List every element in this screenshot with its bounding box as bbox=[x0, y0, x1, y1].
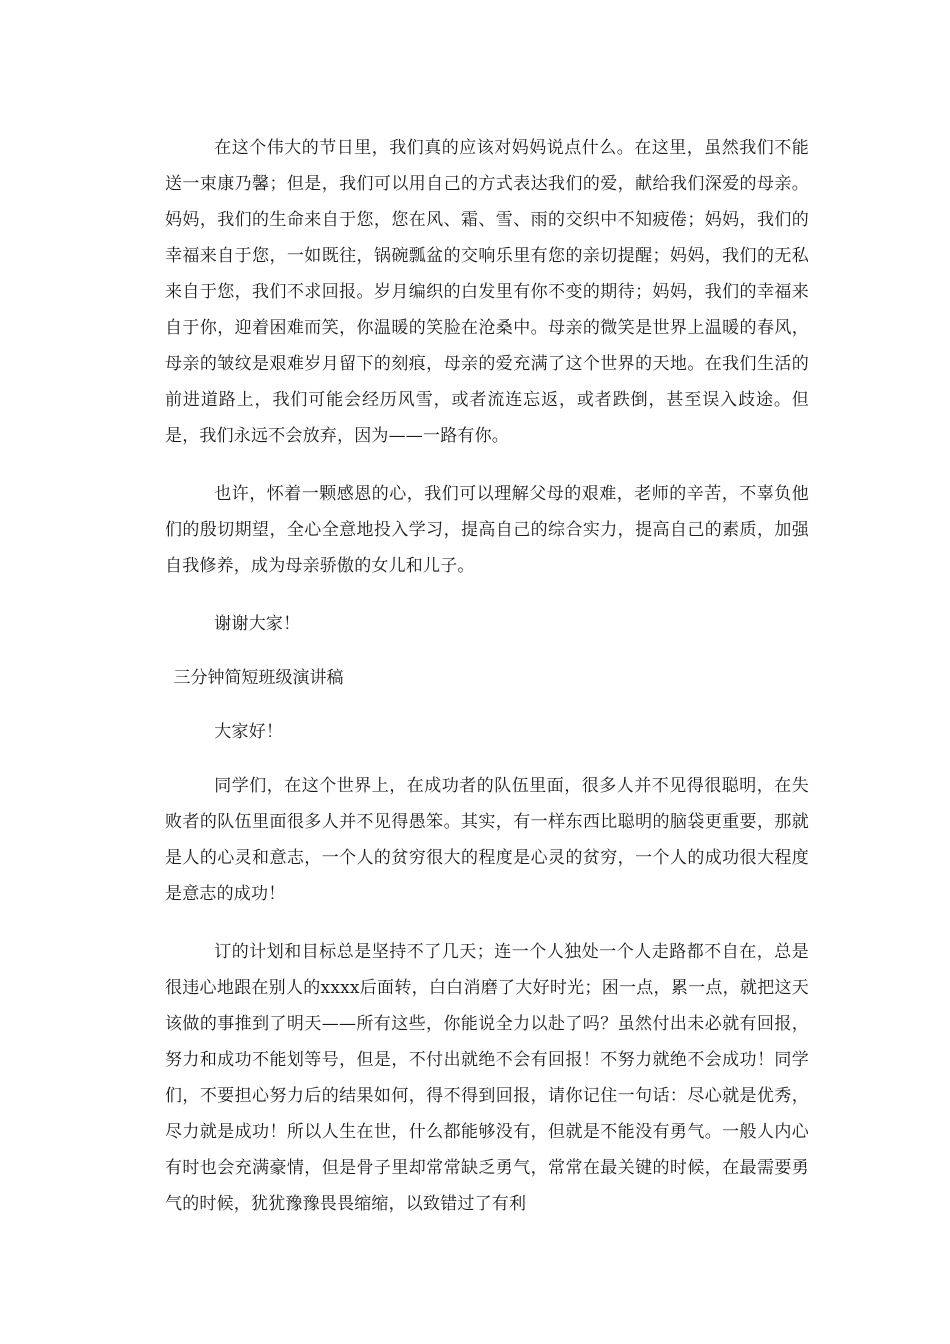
paragraph-success: 同学们，在这个世界上，在成功者的队伍里面，很多人并不见得很聪明，在失败者的队伍里面很多人并不见得愚笨。其实，有一样东西比聪明的脑袋更重要，那就是人的心灵和意志，一个人的贫穷很大的程度是心灵的贫穷，一个人的成功很大程度是意志的成功！ bbox=[165, 776, 809, 904]
paragraph-gratitude: 也许，怀着一颗感恩的心，我们可以理解父母的艰难，老师的辛苦，不辜负他们的殷切期望，全心全意地投入学习，提高自己的综合实力，提高自己的素质，加强自我修养，成为母亲骄傲的女儿和儿子。 bbox=[165, 484, 809, 576]
document-body bbox=[165, 130, 809, 1244]
greeting: 大家好！ bbox=[214, 722, 284, 742]
paragraph-courage: 订的计划和目标总是坚持不了几天；连一个人独处一个人走路都不自在，总是很违心地跟在别人的xxxx后面转，白白消磨了大好时光；困一点，累一点，就把这天该做的事推到了明天——所有这些，你能说全力以赴了吗？虽然付出未必就有回报，努力和成功不能划等号，但是，不付出就绝不会有回报！不努力就绝不会成功！同学们，不要担心努力后的结果如何，得不得到回报，请你记住一句话：尽心就是优秀，尽力就是成功！所以人生在世，什么都能够没有，但就是不能没有勇气。一般人内心有时也会充满豪情，但是骨子里却常常缺乏勇气，常常在最关键的时候，在最需要勇气的时候，犹犹豫豫畏畏缩缩，以致错过了有利 bbox=[165, 942, 809, 1214]
paragraph-thanks: 谢谢大家！ bbox=[214, 614, 301, 634]
section-title: 三分钟简短班级演讲稿 bbox=[173, 668, 344, 688]
paragraph-mothers-day: 在这个伟大的节日里，我们真的应该对妈妈说点什么。在这里，虽然我们不能送一束康乃馨；但是，我们可以用自己的方式表达我们的爱，献给我们深爱的母亲。妈妈，我们的生命来自于您，您在风、霜、雪、雨的交织中不知疲倦；妈妈，我们的幸福来自于您，一如既往，锅碗瓢盆的交响乐里有您的亲切提醒；妈妈，我们的无私来自于您，我们不求回报。岁月编织的白发里有你不变的期待；妈妈，我们的幸福来自于你，迎着困难而笑，你温暖的笑脸在沧桑中。母亲的微笑是世界上温暖的春风，母亲的皱纹是艰难岁月留下的刻痕，母亲的爱充满了这个世界的天地。在我们生活的前进道路上，我们可能会经历风雪，或者流连忘返，或者跌倒，甚至误入歧途。但是，我们永远不会放弃，因为——一路有你。 bbox=[165, 138, 809, 446]
